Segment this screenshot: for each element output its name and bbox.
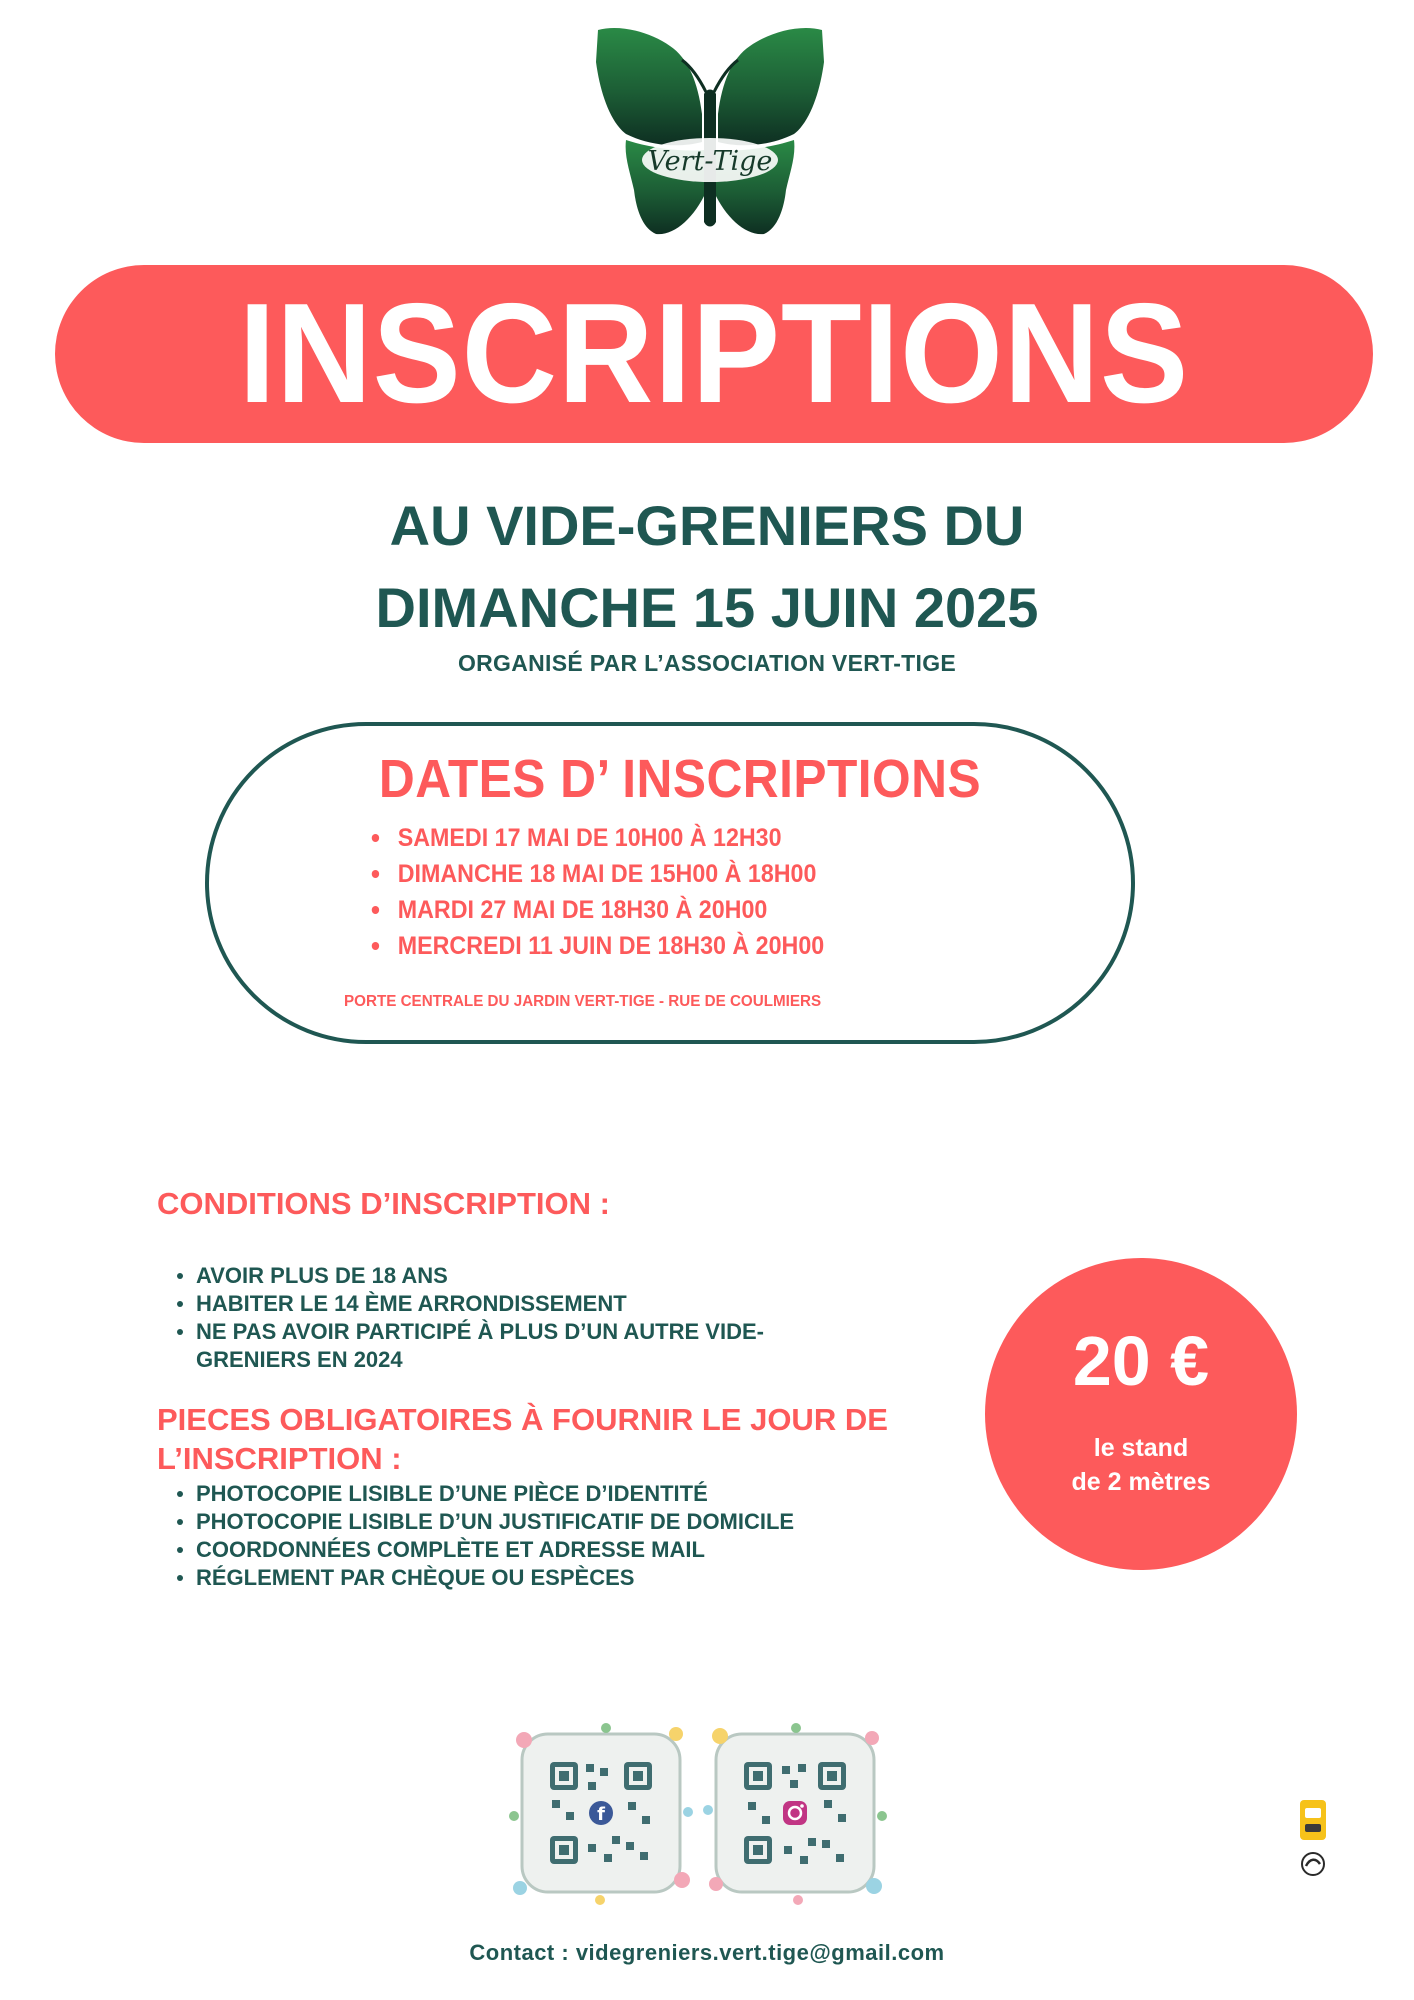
condition-item: NE PAS AVOIR PARTICIPÉ À PLUS D’UN AUTRE VIDE-GRENIERS EN 2024: [156, 1318, 876, 1374]
subtitle-line-1: AU VIDE-GRENIERS DU: [389, 494, 1025, 557]
qr-code-icon: [702, 1720, 888, 1906]
piece-item: COORDONNÉES COMPLÈTE ET ADRESSE MAIL: [156, 1536, 916, 1564]
pieces-list: [156, 1480, 916, 1592]
title-banner: [55, 265, 1373, 443]
piece-item: PHOTOCOPIE LISIBLE D’UNE PIÈCE D’IDENTITÉ: [156, 1480, 916, 1508]
svg-text:f: f: [597, 1804, 605, 1825]
dates-list: [368, 820, 1088, 964]
conditions-list: [156, 1262, 876, 1374]
date-item: SAMEDI 17 MAI DE 10H00 À 12H30: [368, 820, 1038, 856]
price-label-line-1: le stand: [1093, 1434, 1189, 1462]
facebook-qr-code[interactable]: [508, 1720, 694, 1906]
logo-text: Vert-Tige: [647, 146, 773, 177]
dates-title: DATES D’ INSCRIPTIONS: [378, 749, 982, 809]
condition-item: AVOIR PLUS DE 18 ANS: [156, 1262, 876, 1290]
price-badge: [985, 1258, 1297, 1570]
event-subtitle: [0, 485, 1414, 649]
conditions-title: CONDITIONS D’INSCRIPTION :: [157, 1186, 610, 1221]
condition-item: HABITER LE 14 ÈME ARRONDISSEMENT: [156, 1290, 876, 1318]
subtitle-line-2: DIMANCHE 15 JUIN 2025: [375, 576, 1039, 639]
butterfly-logo-icon: [590, 22, 830, 244]
qr-code-icon: [508, 1720, 694, 1906]
sponsor-logos: [1296, 1800, 1330, 1884]
date-item: DIMANCHE 18 MAI DE 15H00 À 18H00: [368, 856, 1038, 892]
contact-email[interactable]: Contact : videgreniers.vert.tige@gmail.com: [469, 1940, 945, 1965]
pieces-title: PIECES OBLIGATOIRES À FOURNIR LE JOUR DE L’INSCRIPTION :: [157, 1402, 888, 1476]
location-text: PORTE CENTRALE DU JARDIN VERT-TIGE - RUE DE COULMIERS: [344, 993, 822, 1010]
sponsor-logo-icon: [1296, 1800, 1330, 1884]
piece-item: PHOTOCOPIE LISIBLE D’UN JUSTIFICATIF DE DOMICILE: [156, 1508, 916, 1536]
price-label-line-2: de 2 mètres: [1071, 1468, 1211, 1496]
organizer-text: ORGANISÉ PAR L’ASSOCIATION VERT-TIGE: [457, 650, 957, 676]
vert-tige-logo: [590, 22, 830, 244]
date-item: MARDI 27 MAI DE 18H30 À 20H00: [368, 892, 1038, 928]
page-title: INSCRIPTIONS: [238, 274, 1190, 433]
piece-item: RÉGLEMENT PAR CHÈQUE OU ESPÈCES: [156, 1564, 916, 1592]
instagram-qr-code[interactable]: [702, 1720, 888, 1906]
price-amount: 20 €: [1072, 1322, 1210, 1400]
date-item: MERCREDI 11 JUIN DE 18H30 À 20H00: [368, 928, 1038, 964]
